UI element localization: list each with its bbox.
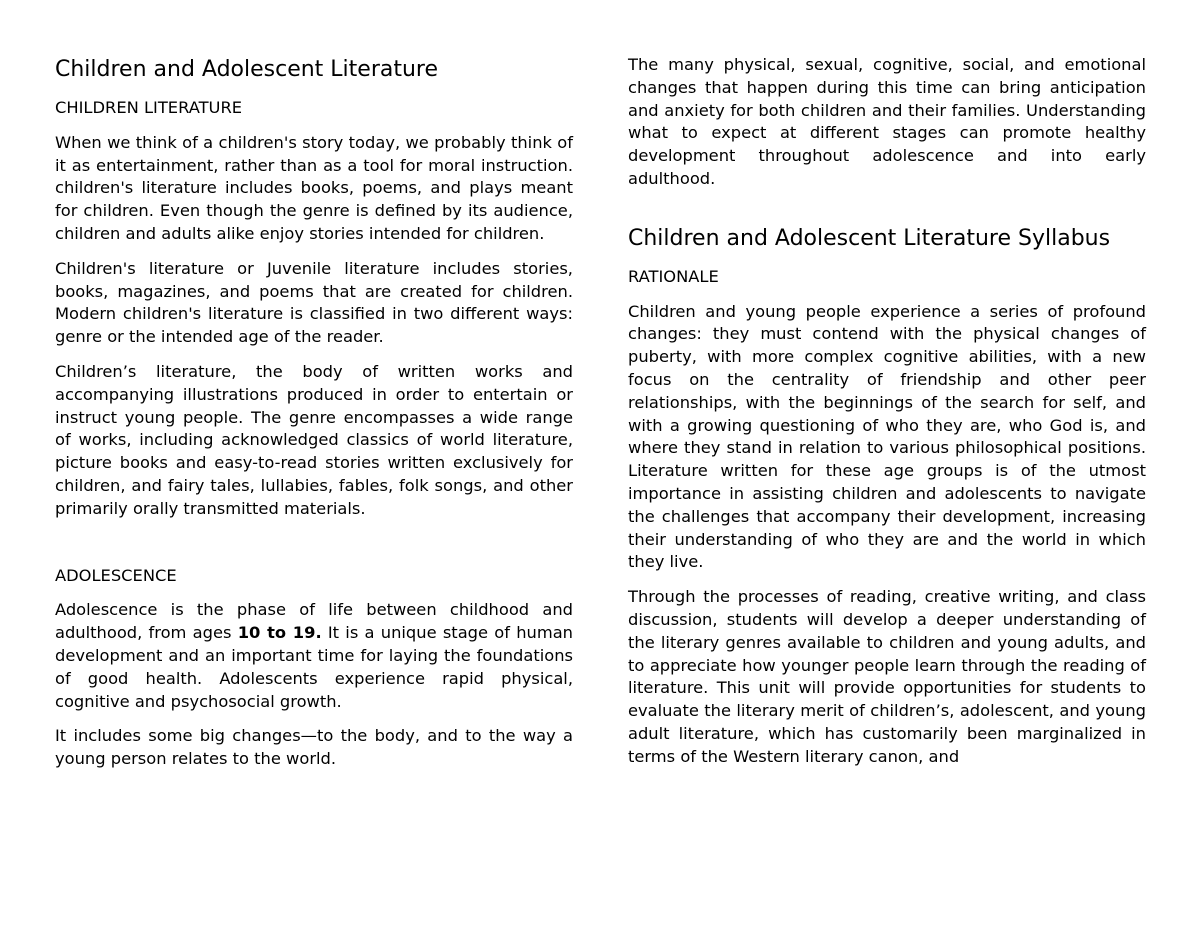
left-column: [55, 54, 573, 783]
page-title: Children and Adolescent Literature: [55, 57, 439, 82]
right-column: [628, 54, 1146, 781]
age-range-bold: 10 to 19.: [237, 623, 322, 643]
paragraph-body-of-works: Children’s literature, the body of written works and accompanying illustrations produced in order to entertain or instruct young people. The genre encompasses a wide range of works, including acknowledged classics of world literature, picture books and easy-to-read stories written exclusively for children, and fairy tales, lullabies, fables, folk songs, and other primarily orally transmitted materials.: [55, 361, 573, 518]
paragraph-reading-processes: Through the processes of reading, creative writing, and class discussion, students will develop a deeper understanding of the literary genres available to children and young adults, and to appreciate how younger people learn through the reading of literature. This unit will provide opportunities for students to evaluate the literary merit of children’s, adolescent, and young adult literature, which has customarily been marginalized in terms of the Western literary canon, and: [628, 587, 1146, 766]
syllabus-title: Children and Adolescent Literature Syllabus: [628, 225, 1111, 251]
paragraph-adolescence-definition: [55, 599, 573, 713]
paragraph-changes-anxiety: The many physical, sexual, cognitive, social, and emotional changes that happen during this time can bring anticipation and anxiety for both children and their families. Understanding what to expect at different stages can promote healthy development throughout adolescence and into early adulthood.: [628, 55, 1146, 188]
section-heading-children-literature: CHILDREN LITERATURE: [55, 98, 243, 117]
paragraph-children-story: When we think of a children's story today, we probably think of it as entertainment, rather than as a tool for moral instruction. children's literature includes books, poems, and plays meant for children. Even though the genre is defined by its audience, children and adults alike enjoy stories intended for children.: [55, 132, 573, 243]
adolescence-text-start: Adolescence is the phase of life between childhood and adulthood, from ages: [55, 600, 573, 643]
adolescence-text-end: It is a unique stage of human development and an important time for laying the foundations of good health. Adolescents experience rapid physical, cognitive and psychosocial growth.: [55, 623, 573, 711]
paragraph-profound-changes: Children and young people experience a series of profound changes: they must contend with the physical changes of puberty, with more complex cognitive abilities, with a new focus on the centrality of friendship and other peer relationships, with the beginnings of the search for self, and with a growing questioning of who they are, who God is, and where they stand in relation to various philosophical positions. Literature written for these age groups is of the utmost importance in assisting children and adolescents to navigate the challenges that accompany their development, increasing their understanding of who they are and the world in which they live.: [628, 301, 1146, 572]
paragraph-juvenile-literature: Children's literature or Juvenile literature includes stories, books, magazines, and poems that are created for children. Modern children's literature is classified in two different ways: genre or the intended age of the reader.: [55, 258, 573, 347]
section-heading-adolescence: ADOLESCENCE: [55, 565, 177, 585]
paragraph-big-changes: It includes some big changes—to the body, and to the way a young person relates to the world.: [55, 726, 573, 769]
section-heading-rationale: RATIONALE: [628, 266, 719, 286]
